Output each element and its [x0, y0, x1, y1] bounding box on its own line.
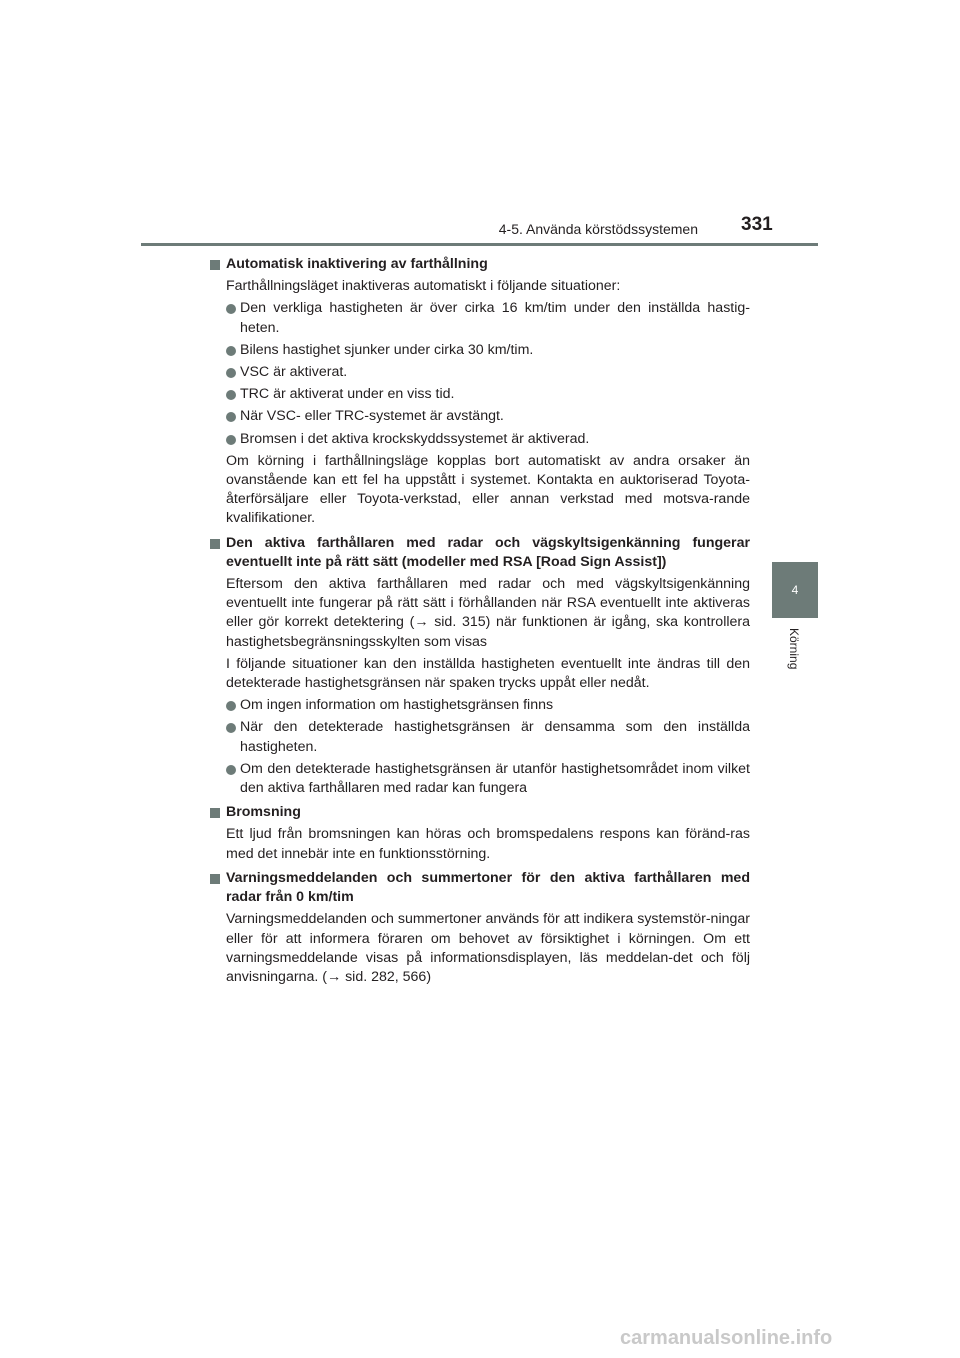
block-text: Bilens hastighet sjunker under cirka 30 km/tim. — [240, 341, 534, 358]
square-bullet-icon — [210, 539, 220, 549]
block-text: Om körning i farthållningsläge kopplas bort automatiskt av andra orsaker än ovanstående kan ett fel ha uppstått i systemet. Kontakta en auktoriserad Toyota-återförsäljare eller Toyota-verkstad, eller annan verkstad med motsva-rande kvalifikationer. — [226, 452, 750, 527]
paragraph — [210, 655, 750, 693]
bullet-item — [210, 299, 750, 337]
block-text: I följande situationer kan den inställda hastigheten eventuellt inte ändras till den detekterade hastighetsgränsen när spaken trycks uppåt eller nedåt. — [226, 655, 750, 692]
block-text: Den aktiva farthållaren med radar och vägskyltsigenkänning fungerar eventuellt inte på rätt sätt (modeller med RSA [Road Sign Assist]) — [226, 534, 750, 570]
block-text: Ett ljud från bromsningen kan höras och bromspedalens respons kan föränd-ras med det innebär inte en funktionsstörning. — [226, 826, 750, 862]
bullet-item — [210, 407, 750, 426]
section-heading — [210, 534, 750, 572]
circle-bullet-icon — [226, 723, 236, 733]
page-header — [0, 0, 960, 250]
block-text: TRC är aktiverat under en viss tid. — [240, 386, 455, 403]
page-number: 331 — [741, 214, 773, 235]
page-content — [210, 255, 750, 987]
circle-bullet-icon — [226, 412, 236, 422]
block-text: Bromsning — [226, 804, 301, 821]
paragraph — [210, 910, 750, 987]
block-text: Varningsmeddelanden och summertoner för den aktiva farthållaren med radar från 0 km/tim — [226, 869, 750, 906]
circle-bullet-icon — [226, 346, 236, 356]
block-text: Om ingen information om hastighetsgränsen finns — [240, 697, 554, 714]
block-text: När VSC- eller TRC-systemet är avstängt. — [240, 408, 504, 425]
block-text: Eftersom den aktiva farthållaren med radar och med vägskyltsigenkänning eventuellt inte fungerar på rätt sätt i förhållanden när RSA eventuellt inte aktiveras eller gör korrekt detektering (→ sid. 315) när funktionen är igång, ska kontrollera hastighetsbegränsningsskylten som visas — [226, 576, 750, 650]
paragraph — [210, 575, 750, 652]
chapter-tab: 4 — [772, 562, 818, 618]
block-text: Den verkliga hastigheten är över cirka 16 km/tim under den inställda hastig-heten. — [240, 300, 750, 336]
block-text: Bromsen i det aktiva krockskyddssystemet är aktiverad. — [240, 430, 590, 447]
section-heading — [210, 803, 750, 822]
square-bullet-icon — [210, 874, 220, 884]
circle-bullet-icon — [226, 765, 236, 775]
circle-bullet-icon — [226, 701, 236, 711]
section-heading — [210, 255, 750, 274]
header-divider — [141, 243, 818, 246]
chapter-label: Körning — [787, 628, 801, 670]
paragraph — [210, 825, 750, 863]
bullet-item — [210, 341, 750, 360]
bullet-item — [210, 760, 750, 798]
block-text: Varningsmeddelanden och summertoner används för att indikera systemstör-ningar eller för att informera föraren om behovet av försiktighet i körningen. Om ett varningsmeddelande visas på informationsdisplayen, läs meddelan-det och följ anvisningarna. (→ sid. 282, 566) — [226, 911, 750, 985]
block-text: Farthållningsläget inaktiveras automatiskt i följande situationer: — [226, 278, 621, 295]
square-bullet-icon — [210, 808, 220, 818]
paragraph — [210, 277, 750, 296]
bullet-item — [210, 430, 750, 449]
circle-bullet-icon — [226, 304, 236, 314]
block-text: Om den detekterade hastighetsgränsen är utanför hastighetsområdet inom vilket den aktiva farthållaren med radar kan fungera — [240, 760, 750, 797]
square-bullet-icon — [210, 260, 220, 270]
section-heading — [210, 869, 750, 907]
bullet-item — [210, 363, 750, 382]
block-text: Automatisk inaktivering av farthållning — [226, 256, 488, 272]
circle-bullet-icon — [226, 368, 236, 378]
circle-bullet-icon — [226, 390, 236, 400]
bullet-item — [210, 696, 750, 715]
bullet-item — [210, 718, 750, 756]
circle-bullet-icon — [226, 435, 236, 445]
section-title: 4-5. Använda körstödssystemen — [498, 221, 698, 237]
paragraph — [210, 452, 750, 529]
bullet-item — [210, 385, 750, 404]
watermark: carmanualsonline.info — [620, 1327, 833, 1349]
block-text: När den detekterade hastighetsgränsen är densamma som den inställda hastigheten. — [240, 719, 750, 755]
block-text: VSC är aktiverat. — [240, 364, 348, 381]
